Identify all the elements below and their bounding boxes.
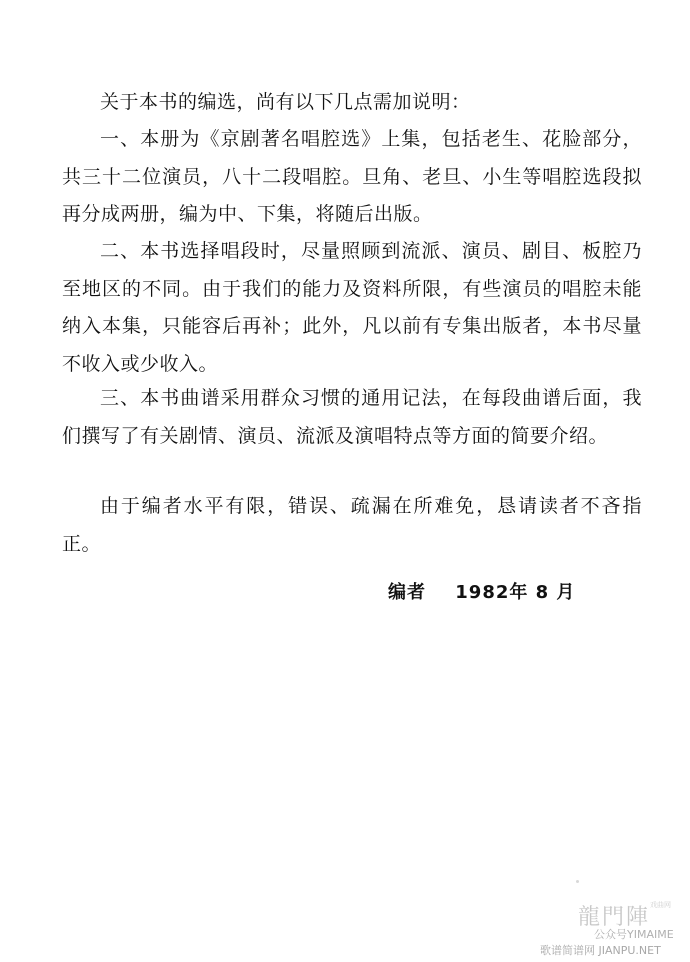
watermark-public-account: 公众号YIMAIME	[594, 928, 674, 941]
watermark-logo-small: 戏曲网	[650, 901, 672, 909]
note-paragraph-2: 二、本书选择唱段时，尽量照顾到流派、演员、剧目、板腔乃至地区的不同。由于我们的能力及资料所限，有些演员的唱腔未能纳入本集，只能容后再补；此外，凡以前有专集出版者，本书尽量不收入或少收入。	[62, 240, 642, 375]
watermark-logo-text: 龍門陣	[578, 905, 651, 930]
watermark-site: 歌谱简谱网 JIANPU.NET	[540, 944, 661, 957]
signature-line	[388, 578, 597, 604]
closing-paragraph: 由于编者水平有限，错误、疏漏在所难免，恳请读者不吝指正。	[62, 495, 642, 555]
signature-date: 1982年 8 月	[455, 582, 576, 603]
intro-paragraph: 关于本书的编选，尚有以下几点需加说明：	[100, 91, 471, 113]
signature-author: 编者	[388, 582, 426, 603]
scan-speck	[576, 880, 579, 883]
note-paragraph-1: 一、本册为《京剧著名唱腔选》上集，包括老生、花脸部分，共三十二位演员，八十二段唱腔。旦角、老旦、小生等唱腔选段拟再分成两册，编为中、下集，将随后出版。	[62, 128, 642, 225]
note-paragraph-3: 三、本书曲谱采用群众习惯的通用记法，在每段曲谱后面，我们撰写了有关剧情、演员、流派及演唱特点等方面的简要介绍。	[62, 387, 642, 447]
